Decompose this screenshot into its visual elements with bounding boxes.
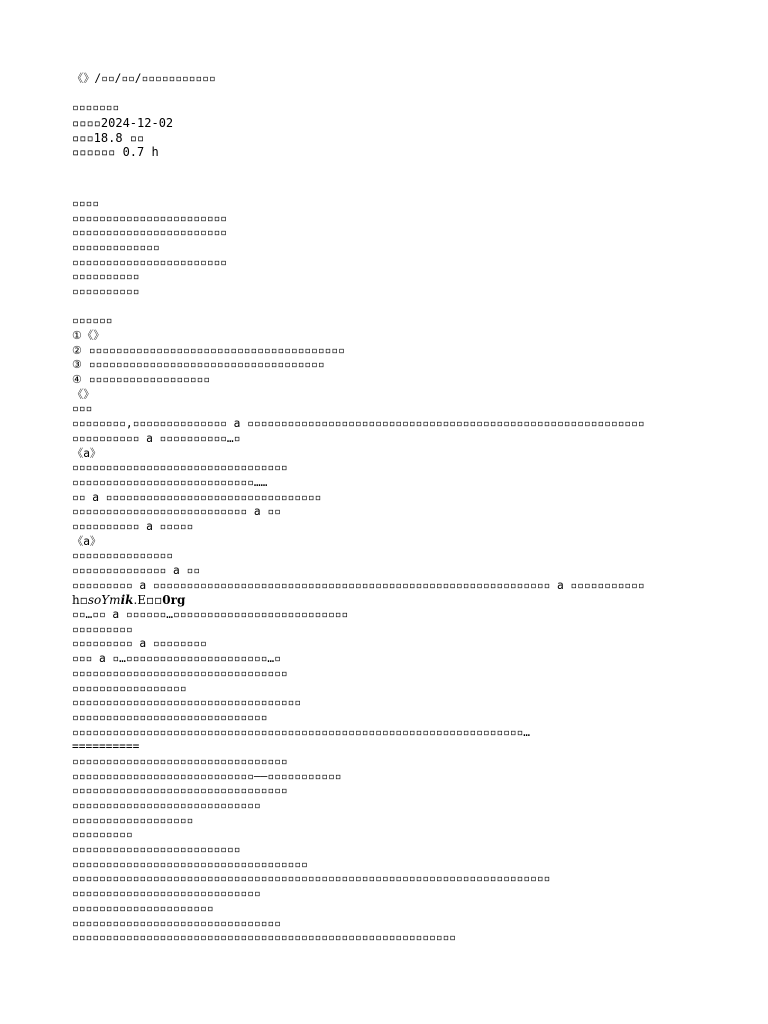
intro-line: ▫▫▫▫▫▫▫▫▫▫▫▫▫▫▫▫▫▫▫▫▫▫▫: [72, 255, 227, 269]
body-line: ▫▫▫▫▫▫▫▫▫▫▫▫▫▫▫▫▫▫▫▫▫▫▫▫▫▫▫▫▫▫▫▫: [72, 784, 288, 798]
body-line: ▫▫▫▫▫▫▫▫▫▫▫▫▫▫▫▫▫▫▫▫▫▫▫▫▫▫▫▫▫▫▫▫: [72, 754, 288, 768]
body-line: ▫▫…▫▫ a ▫▫▫▫▫▫…▫▫▫▫▫▫▫▫▫▫▫▫▫▫▫▫▫▫▫▫▫▫▫▫▫▫: [72, 608, 349, 622]
meta-date: ▫▫▫▫2024-12-02: [72, 116, 174, 131]
toc-item[interactable]: ③ ▫▫▫▫▫▫▫▫▫▫▫▫▫▫▫▫▫▫▫▫▫▫▫▫▫▫▫▫▫▫▫▫▫▫▫: [72, 358, 325, 372]
body-line: ▫▫▫▫▫▫▫▫▫▫▫▫▫▫▫▫▫: [72, 681, 187, 695]
intro-line: ▫▫▫▫▫▫▫▫▫▫▫▫▫▫▫▫▫▫▫▫▫▫▫: [72, 226, 227, 240]
intro-line: ▫▫▫▫▫▫▫▫▫▫▫▫▫▫▫▫▫▫▫▫▫▫▫: [72, 211, 227, 225]
body-line: ▫▫▫▫▫▫▫▫▫▫▫▫▫▫▫▫▫▫▫▫▫▫▫▫▫▫▫▫▫▫▫▫▫▫: [72, 696, 302, 710]
mixed-segment-italic: soYm: [87, 593, 121, 608]
body-line: ▫▫▫▫▫▫▫▫▫▫▫▫▫▫▫▫▫▫▫▫▫▫▫▫▫▫▫▫▫▫▫▫▫▫▫: [72, 857, 308, 871]
body-line: ▫▫▫▫▫▫▫▫▫▫▫▫▫▫ a ▫▫: [72, 564, 200, 577]
body-line: ▫▫▫▫▫▫▫▫▫▫▫▫▫▫▫▫▫▫▫▫▫▫▫▫▫▫▫▫▫▫▫▫: [72, 461, 288, 475]
body-line: ▫▫▫▫▫▫▫▫▫▫ a ▫▫▫▫▫: [72, 519, 194, 533]
body-line: ▫▫▫▫▫▫▫▫▫: [72, 622, 133, 636]
body-line: ▫▫▫▫▫▫▫▫▫▫▫▫▫▫▫▫▫▫▫▫▫▫▫▫▫▫▫▫▫▫▫: [72, 916, 281, 930]
mixed-segment-bold: ik: [120, 593, 134, 608]
body-line: ▫▫▫▫▫▫▫▫▫▫▫▫▫▫▫▫▫▫▫▫▫▫▫▫▫▫▫▫▫▫▫▫▫▫▫▫▫▫▫▫▫▫▫▫▫▫▫▫▫▫▫▫▫▫▫▫▫▫▫▫▫▫▫▫▫▫▫▫▫▫▫: [72, 872, 551, 886]
body-line: ▫▫ a ▫▫▫▫▫▫▫▫▫▫▫▫▫▫▫▫▫▫▫▫▫▫▫▫▫▫▫▫▫▫▫▫: [72, 490, 322, 504]
body-line: ▫▫▫▫▫▫▫▫▫: [72, 828, 133, 842]
document-page: [72, 72, 722, 946]
toc-section: [72, 314, 722, 387]
meta-block: [72, 101, 722, 160]
body-text: [72, 388, 722, 946]
intro-heading: ▫▫▫▫: [72, 196, 99, 210]
body-line: ▫▫▫▫▫▫▫▫▫▫▫▫▫▫▫▫▫▫: [72, 813, 194, 827]
body-line: 《a》: [72, 446, 102, 460]
meta-size: ▫▫▫18.8 ▫▫: [72, 130, 145, 145]
breadcrumb: 《》/▫▫/▫▫/▫▫▫▫▫▫▫▫▫▫▫: [72, 72, 216, 85]
meta-time: ▫▫▫▫▫▫ 0.7 h: [72, 145, 159, 160]
intro-line: ▫▫▫▫▫▫▫▫▫▫▫▫▫: [72, 240, 160, 254]
body-line: ▫▫▫: [72, 402, 93, 416]
spacer: [72, 87, 722, 102]
body-line: ▫▫▫▫▫▫▫▫▫▫▫▫▫▫▫▫▫▫▫▫▫▫▫▫▫▫ a ▫▫: [72, 505, 281, 519]
spacer: [72, 160, 722, 175]
mixed-segment: .E▫▫: [133, 593, 163, 608]
toc-item[interactable]: ①《》: [72, 329, 105, 342]
spacer: [72, 175, 722, 197]
divider-line: ==========: [72, 740, 140, 754]
intro-line: ▫▫▫▫▫▫▫▫▫▫: [72, 270, 140, 284]
body-line: ▫▫▫▫▫▫▫▫▫▫ a ▫▫▫▫▫▫▫▫▫▫…▫: [72, 431, 241, 445]
body-line: ▫▫▫▫▫▫▫▫▫▫▫▫▫▫▫▫▫▫▫▫▫▫▫▫▫▫▫——▫▫▫▫▫▫▫▫▫▫▫: [72, 769, 342, 783]
toc-item[interactable]: ② ▫▫▫▫▫▫▫▫▫▫▫▫▫▫▫▫▫▫▫▫▫▫▫▫▫▫▫▫▫▫▫▫▫▫▫▫▫▫: [72, 343, 345, 357]
body-line: ▫▫▫▫▫▫▫▫▫ a ▫▫▫▫▫▫▫▫▫▫▫▫▫▫▫▫▫▫▫▫▫▫▫▫▫▫▫▫▫▫▫▫▫▫▫▫▫▫▫▫▫▫▫▫▫▫▫▫▫▫▫▫▫▫▫▫▫▫▫ a ▫▫▫▫▫▫▫▫▫▫▫: [72, 578, 645, 592]
mixed-segment: h▫: [72, 593, 88, 608]
toc-item[interactable]: ④ ▫▫▫▫▫▫▫▫▫▫▫▫▫▫▫▫▫▫: [72, 373, 211, 387]
body-line: ▫▫▫▫▫▫▫▫▫▫▫▫▫▫▫▫▫▫▫▫▫▫▫▫▫▫▫▫: [72, 799, 261, 812]
meta-heading: ▫▫▫▫▫▫▫: [72, 101, 120, 115]
body-line: ▫▫▫▫▫▫▫▫▫▫▫▫▫▫▫▫▫▫▫▫▫▫▫▫▫▫▫▫▫: [72, 710, 268, 724]
body-line: ▫▫▫▫▫▫▫▫▫ a ▫▫▫▫▫▫▫▫: [72, 637, 207, 651]
body-line: 《》: [72, 387, 95, 401]
mixed-font-line: [72, 593, 722, 608]
body-line: ▫▫▫ a ▫…▫▫▫▫▫▫▫▫▫▫▫▫▫▫▫▫▫▫▫▫▫…▫: [72, 652, 281, 666]
intro-line: ▫▫▫▫▫▫▫▫▫▫: [72, 284, 140, 298]
body-line: ▫▫▫▫▫▫▫▫▫▫▫▫▫▫▫: [72, 549, 174, 563]
body-line: ▫▫▫▫▫▫▫▫▫▫▫▫▫▫▫▫▫▫▫▫▫▫▫▫▫▫▫……: [72, 475, 268, 489]
body-line: ▫▫▫▫▫▫▫▫▫▫▫▫▫▫▫▫▫▫▫▫▫▫▫▫▫: [72, 843, 241, 857]
spacer: [72, 300, 722, 315]
body-line: 《a》: [72, 534, 102, 548]
body-line: ▫▫▫▫▫▫▫▫▫▫▫▫▫▫▫▫▫▫▫▫▫▫▫▫▫▫▫▫▫▫▫▫▫▫▫▫▫▫▫▫▫▫▫▫▫▫▫▫▫▫▫▫▫▫▫▫▫▫▫▫▫▫▫▫▫▫▫…: [72, 725, 531, 739]
intro-section: [72, 197, 722, 300]
body-line: ▫▫▫▫▫▫▫▫▫▫▫▫▫▫▫▫▫▫▫▫▫▫▫▫▫▫▫▫▫▫▫▫▫▫▫▫▫▫▫▫▫▫▫▫▫▫▫▫▫▫▫▫▫▫▫▫▫: [72, 931, 456, 945]
mixed-segment-bold: 0rg: [162, 593, 186, 608]
body-line: ▫▫▫▫▫▫▫▫▫▫▫▫▫▫▫▫▫▫▫▫▫▫▫▫▫▫▫▫: [72, 887, 261, 901]
body-line: ▫▫▫▫▫▫▫▫▫▫▫▫▫▫▫▫▫▫▫▫▫: [72, 901, 214, 915]
body-line: ▫▫▫▫▫▫▫▫▫▫▫▫▫▫▫▫▫▫▫▫▫▫▫▫▫▫▫▫▫▫▫▫: [72, 666, 288, 680]
toc-heading: ▫▫▫▫▫▫: [72, 314, 113, 328]
body-line: ▫▫▫▫▫▫▫▫,▫▫▫▫▫▫▫▫▫▫▫▫▫▫ a ▫▫▫▫▫▫▫▫▫▫▫▫▫▫▫▫▫▫▫▫▫▫▫▫▫▫▫▫▫▫▫▫▫▫▫▫▫▫▫▫▫▫▫▫▫▫▫▫▫▫▫▫▫▫▫▫▫▫▫: [72, 417, 645, 431]
